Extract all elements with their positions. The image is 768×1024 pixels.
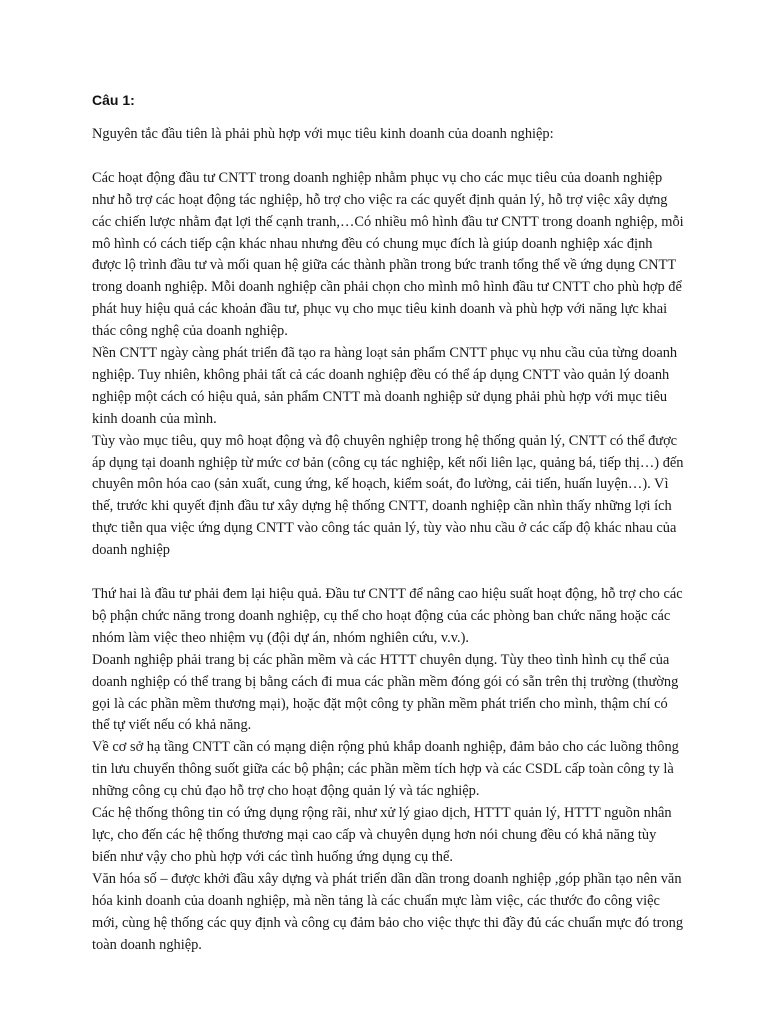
paragraph-principle-one-intro: Nguyên tắc đầu tiên là phải phù hợp với mục tiêu kinh doanh của doanh nghiệp: <box>92 126 554 142</box>
paragraph-gap <box>92 146 684 168</box>
paragraph-it-products: Nền CNTT ngày càng phát triển đã tạo ra hàng loạt sản phẩm CNTT phục vụ nhu cầu của từng doanh nghiệp. Tuy nhiên, không phải tất cả các doanh nghiệp đều có thể áp dụng CNTT vào quản lý doanh nghiệp một cách có hiệu quả, sản phẩm CNTT mà doanh nghiệp sử dụng phải phù hợp với mục tiêu kinh doanh của mình. <box>92 345 678 427</box>
paragraph-information-systems: Các hệ thống thông tin có ứng dụng rộng rãi, như xử lý giao dịch, HTTT quản lý, HTTT nguồn nhân lực, cho đến các hệ thống thương mại cao cấp và chuyên dụng hơn nói chung đều có khả năng tùy biến như vậy cho phù hợp với các tình huống ứng dụng cụ thể. <box>92 805 672 865</box>
paragraph-investment-models: Các hoạt động đầu tư CNTT trong doanh nghiệp nhằm phục vụ cho các mục tiêu của doanh nghiệp như hỗ trợ các hoạt động tác nghiệp, hỗ trợ cho việc ra các quyết định quản lý, hỗ trợ việc xây dựng các chiến lược nhằm đạt lợi thế cạnh tranh,…Có nhiều mô hình đầu tư CNTT trong doanh nghiệp, mỗi mô hình có cách tiếp cận khác nhau nhưng đều có chung mục đích là giúp doanh nghiệp xác định được lộ trình đầu tư và mối quan hệ giữa các thành phần trong bức tranh tổng thể về ứng dụng CNTT trong doanh nghiệp. Mỗi doanh nghiệp cần phải chọn cho mình mô hình đầu tư CNTT cho phù hợp để phát huy hiệu quả các khoản đầu tư, phục vụ cho mục tiêu kinh doanh và phù hợp với năng lực khai thác công nghệ của doanh nghiệp. <box>92 169 684 340</box>
paragraph-gap <box>92 562 684 584</box>
paragraph-infrastructure: Về cơ sở hạ tầng CNTT cần có mạng diện rộng phủ khắp doanh nghiệp, đảm bảo cho các luồng thông tin lưu chuyển thông suốt giữa các bộ phận; các phần mềm tích hợp và các CSDL cấp toàn công ty là những công cụ chủ đạo hỗ trợ cho hoạt động quản lý và tác nghiệp. <box>92 739 679 800</box>
document-body <box>92 124 684 956</box>
paragraph-software-equipment: Doanh nghiệp phải trang bị các phần mềm và các HTTT chuyên dụng. Tùy theo tình hình cụ thể của doanh nghiệp có thể trang bị bằng cách đi mua các phần mềm đóng gói có sẵn trên thị trường (thường gọi là các phần mềm thương mại), hoặc đặt một công ty phần mềm phát triển cho mình, thậm chí có thể tự viết nếu có khả năng. <box>92 651 679 734</box>
paragraph-principle-two-efficiency: Thứ hai là đầu tư phải đem lại hiệu quả. Đầu tư CNTT để nâng cao hiệu suất hoạt động, hỗ trợ cho các bộ phận chức năng trong doanh nghiệp, cụ thể cho hoạt động của các phòng ban chức năng hoặc các nhóm làm việc theo nhiệm vụ (đội dự án, nhóm nghiên cứu, v.v.). <box>92 586 683 646</box>
question-heading: Câu 1: <box>92 92 135 108</box>
paragraph-digital-culture: Văn hóa số – được khởi đầu xây dựng và phát triển dần dần trong doanh nghiệp ,góp phần tạo nên văn hóa kinh doanh của doanh nghiệp, mà nền tảng là các chuẩn mực làm việc, các thước đo công việc mới, cùng hệ thống các quy định và công cụ đảm bảo cho việc thực thi đầy đủ các chuẩn mực đó trong toàn doanh nghiệp. <box>92 870 684 953</box>
paragraph-it-levels: Tùy vào mục tiêu, quy mô hoạt động và độ chuyên nghiệp trong hệ thống quản lý, CNTT có thể được áp dụng tại doanh nghiệp từ mức cơ bản (công cụ tác nghiệp, kết nối liên lạc, quảng bá, tiếp thị…) đến chuyên môn hóa cao (sản xuất, cung ứng, kế hoạch, kiểm soát, đo lường, cải tiến, huấn luyện…). Vì thế, trước khi quyết định đầu tư xây dựng hệ thống CNTT, doanh nghiệp cần nhìn thấy những lợi ích thực tiễn qua việc ứng dụng CNTT vào công tác quản lý, tùy vào nhu cầu ở các cấp độ khác nhau của doanh nghiệp <box>92 432 684 559</box>
